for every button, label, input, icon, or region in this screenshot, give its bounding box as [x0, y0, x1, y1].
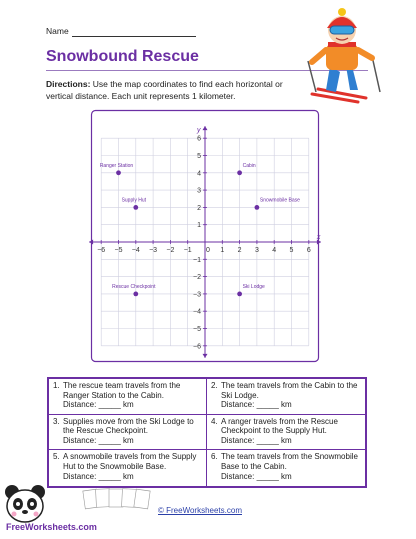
x-tick-label: 0 [206, 247, 210, 254]
y-tick-label: 2 [197, 204, 201, 212]
x-axis-label: x [316, 234, 321, 241]
copyright-link[interactable]: © FreeWorksheets.com [158, 506, 242, 515]
x-tick-label: 2 [237, 247, 242, 254]
distance-answer-blank[interactable]: Distance: _____ km [221, 471, 292, 481]
question-body [63, 381, 202, 414]
question-body [221, 417, 361, 450]
x-tick-label: −5 [114, 247, 123, 254]
question-text: The rescue team travels from the Ranger Station to the Cabin. [63, 381, 181, 400]
question-number: 6. [211, 452, 218, 462]
map-point [237, 170, 242, 175]
question-cell [49, 379, 207, 415]
y-tick-label: 6 [197, 135, 201, 143]
question-cell [207, 379, 365, 415]
panda-logo [4, 482, 97, 534]
question-cell [207, 415, 365, 451]
question-cell [207, 450, 365, 486]
directions [46, 78, 296, 102]
y-tick-label: 5 [197, 153, 201, 160]
x-tick-label: 5 [289, 247, 294, 254]
question-number: 3. [53, 416, 60, 426]
distance-answer-blank[interactable]: Distance: _____ km [63, 435, 134, 445]
question-table [47, 377, 367, 488]
y-tick-label: −2 [193, 274, 201, 282]
question-body [63, 452, 202, 486]
question-cell [49, 415, 207, 451]
map-point [255, 205, 260, 210]
x-tick-label: −4 [131, 247, 140, 254]
directions-lead: Directions: [46, 79, 91, 89]
logo-text: FreeWorksheets.com [6, 522, 97, 532]
question-number: 1. [53, 381, 60, 390]
distance-answer-blank[interactable]: Distance: _____ km [63, 400, 134, 410]
map-point [133, 205, 138, 210]
y-tick-label: −1 [193, 256, 201, 264]
y-axis-label: y [197, 127, 201, 135]
map-point-label: Snowmobile Base [259, 197, 300, 204]
skier-kid-illustration [300, 6, 386, 102]
distance-answer-blank[interactable]: Distance: _____ km [63, 471, 134, 481]
worksheet-thumbnails [82, 486, 152, 510]
distance-answer-blank[interactable]: Distance: _____ km [221, 435, 292, 445]
y-tick-label: −6 [193, 343, 201, 351]
question-cell [49, 450, 207, 486]
y-tick-label: −5 [193, 326, 201, 333]
x-tick-label: −2 [166, 247, 175, 254]
x-tick-label: −3 [149, 247, 158, 254]
y-tick-label: −3 [193, 291, 201, 299]
map-point [237, 292, 242, 297]
map-point [133, 292, 138, 297]
question-body [221, 452, 361, 486]
x-tick-label: 3 [254, 247, 259, 254]
map-point-label: Ski Lodge [242, 283, 265, 290]
x-tick-label: −1 [183, 247, 192, 254]
question-body [63, 417, 202, 450]
y-tick-label: 4 [197, 170, 201, 178]
x-tick-label: 4 [272, 247, 277, 254]
question-text: A ranger travels from the Rescue Checkpoint to the Supply Hut. [221, 416, 338, 436]
name-label: Name [46, 26, 69, 36]
question-text: The team travels from the Snowmobile Base to the Cabin. [221, 452, 358, 471]
y-tick-label: 3 [197, 187, 201, 195]
x-tick-label: 6 [306, 247, 311, 254]
question-text: The team travels from the Cabin to the Ski Lodge. [221, 381, 358, 400]
directions-text: Use the map coordinates to find each horizontal or vertical distance. Each unit represents 1 kilometer. [46, 79, 283, 101]
map-point-label: Ranger Station [99, 162, 134, 169]
coordinate-grid [91, 110, 319, 362]
page-title: Snowbound Rescue [46, 48, 199, 65]
map-point [116, 170, 121, 175]
x-tick-label: −6 [97, 247, 106, 254]
distance-answer-blank[interactable]: Distance: _____ km [221, 400, 292, 410]
map-point-label: Supply Hut [121, 197, 147, 204]
x-tick-label: 1 [220, 247, 225, 254]
y-tick-label: −4 [193, 308, 201, 316]
map-point-label: Rescue Checkpoint [112, 283, 156, 290]
name-line[interactable] [72, 36, 196, 37]
map-point-label: Cabin [242, 162, 256, 169]
question-number: 5. [53, 452, 60, 462]
question-text: Supplies move from the Ski Lodge to the Rescue Checkpoint. [63, 416, 194, 436]
question-body [221, 381, 361, 414]
y-tick-label: 1 [197, 222, 201, 230]
name-row [46, 26, 196, 40]
question-text: A snowmobile travels from the Supply Hut to the Snowmobile Base. [63, 452, 197, 471]
question-number: 2. [211, 381, 218, 390]
question-number: 4. [211, 416, 218, 426]
